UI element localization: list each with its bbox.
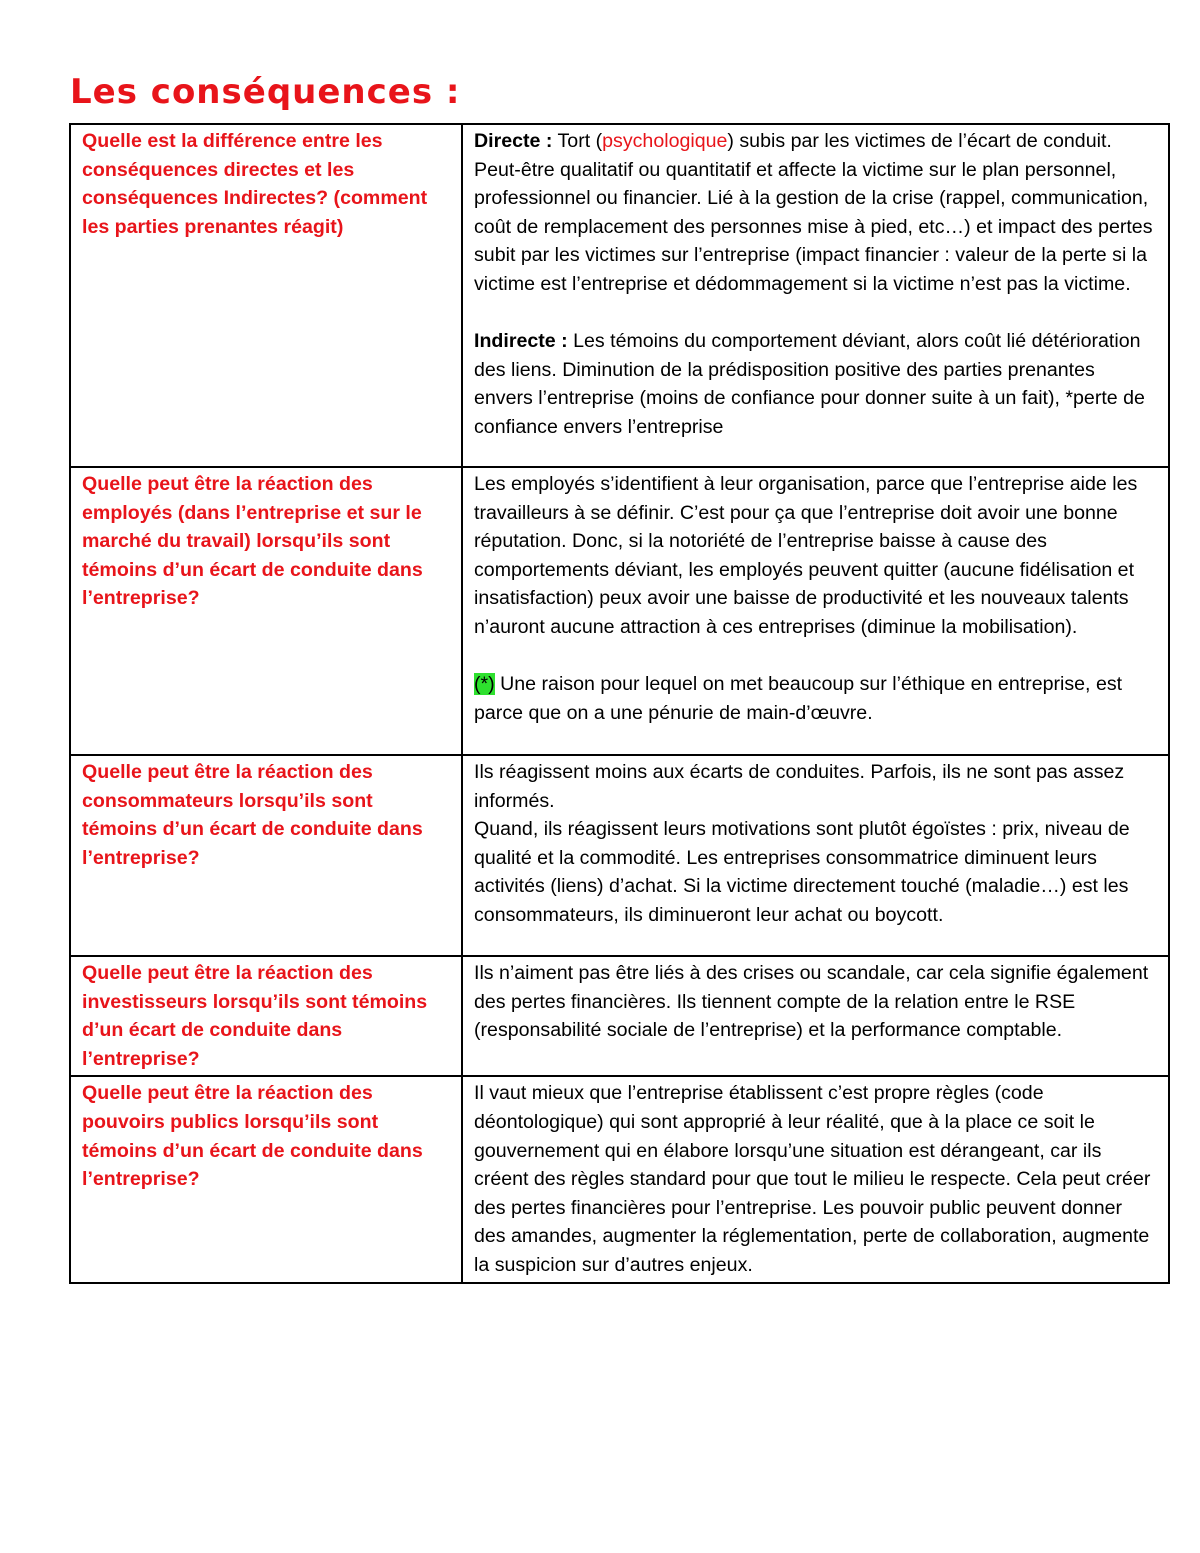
indirecte-label: Indirecte :	[474, 330, 568, 353]
directe-accent-word: psychologique	[602, 130, 728, 152]
answer-line-1: Ils réagissent moins aux écarts de conduites. Parfois, ils ne sont pas assez informés.	[474, 761, 1125, 812]
question-cell	[70, 1076, 462, 1282]
question-cell	[70, 956, 462, 1076]
answer-paragraph: Ils n’aiment pas être liés à des crises ou scandale, car cela signifie également des pertes financières. Ils tiennent compte de la relation entre le RSE (responsabilité sociale de l’entreprise) et la performance comptable.	[474, 962, 1149, 1042]
answer-line-2: Quand, ils réagissent leurs motivations sont plutôt égoïstes : prix, niveau de qualité et la commodité. Les entreprises consommatrice diminuent leurs activités (liens) d’achat. Si la victime directement touché (maladie…) est les consommateurs, ils diminueront leur achat ou boycott.	[474, 818, 1130, 926]
directe-pre: Tort (	[552, 130, 603, 152]
table-row-employes	[70, 467, 1169, 755]
question-text: Quelle peut être la réaction des consommateurs lorsqu’ils sont témoins d’un écart de conduite dans l’entreprise?	[82, 761, 423, 869]
directe-label: Directe :	[474, 130, 553, 152]
paragraph-spacer	[474, 642, 1158, 671]
question-text: Quelle peut être la réaction des investisseurs lorsqu’ils sont témoins d’un écart de conduite dans l’entreprise?	[82, 962, 428, 1070]
answer-paragraph: Les employés s’identifient à leur organisation, parce que l’entreprise aide les travailleurs à se définir. C’est pour ça que l’entreprise doit avoir une bonne réputation. Donc, si la notoriété de l’entreprise baisse à cause des comportements déviant, les employés peuvent quitter (aucune fidélisation et insatisfaction) peux avoir une baisse de productivité et les nouveaux talents n’auront aucune attraction à ces entreprises (diminue la mobilisation).	[474, 473, 1138, 638]
directe-paragraph	[474, 127, 1158, 299]
answer-cell	[462, 467, 1169, 755]
indirecte-text: Les témoins du comportement déviant, alors coût lié détérioration des liens. Diminution de la prédisposition positive des parties prenantes envers l’entreprise (moins de confiance pour donner suite à un fait), *perte de confiance envers l’entreprise	[474, 330, 1145, 438]
question-cell	[70, 467, 462, 755]
question-text: Quelle peut être la réaction des pouvoirs publics lorsqu’ils sont témoins d’un écart de conduite dans l’entreprise?	[82, 1082, 423, 1191]
question-cell	[70, 124, 462, 467]
answer-cell	[462, 124, 1169, 467]
note-text: Une raison pour lequel on met beaucoup sur l’éthique en entreprise, est parce que on a une pénurie de main-d’œuvre.	[474, 673, 1123, 724]
answer-cell	[462, 755, 1169, 956]
table-row-pouvoirs-publics	[70, 1076, 1169, 1282]
question-text: Quelle est la différence entre les conséquences directes et les conséquences Indirectes? (comment les parties prenantes réagit)	[82, 130, 428, 238]
table-row-consommateurs	[70, 755, 1169, 956]
answer-cell	[462, 956, 1169, 1076]
answer-cell	[462, 1076, 1169, 1282]
question-text: Quelle peut être la réaction des employés (dans l’entreprise et sur le marché du travail) lorsqu’ils sont témoins d’un écart de conduite dans l’entreprise?	[82, 473, 423, 610]
note-marker: (*)	[474, 673, 495, 696]
answer-paragraph: Il vaut mieux que l’entreprise établissent c’est propre règles (code déontologique) qui sont approprié à leur réalité, que à la place ce soit le gouvernement qui en élabore lorsqu’une situation est dérangeant, car ils créent des règles standard pour que tout le milieu le respecte. Cela peut créer des pertes financières pour l’entreprise. Les pouvoir public peuvent donner des amandes, augmenter la réglementation, perte de collaboration, augmente la suspicion sur d’autres enjeux.	[474, 1082, 1151, 1276]
page-title: Les conséquences :	[70, 72, 461, 112]
table-row-investisseurs	[70, 956, 1169, 1076]
directe-text: ) subis par les victimes de l’écart de conduit. Peut-être qualitatif ou quantitatif et affecte la victime sur le plan personnel, professionnel ou financier. Lié à la gestion de la crise (rappel, communication, coût de remplacement des personnes mise à pied, etc…) et impact des pertes subit par les victimes sur l’entreprise (impact financier : valeur de la perte si la victime est l’entreprise et dédommagement si la victime n’est pas la victime.	[474, 130, 1153, 295]
question-cell	[70, 755, 462, 956]
table-row-direct-indirect	[70, 124, 1169, 467]
consequences-table	[69, 123, 1170, 1284]
note-paragraph	[474, 670, 1158, 727]
indirecte-paragraph	[474, 327, 1158, 441]
paragraph-spacer	[474, 299, 1158, 328]
